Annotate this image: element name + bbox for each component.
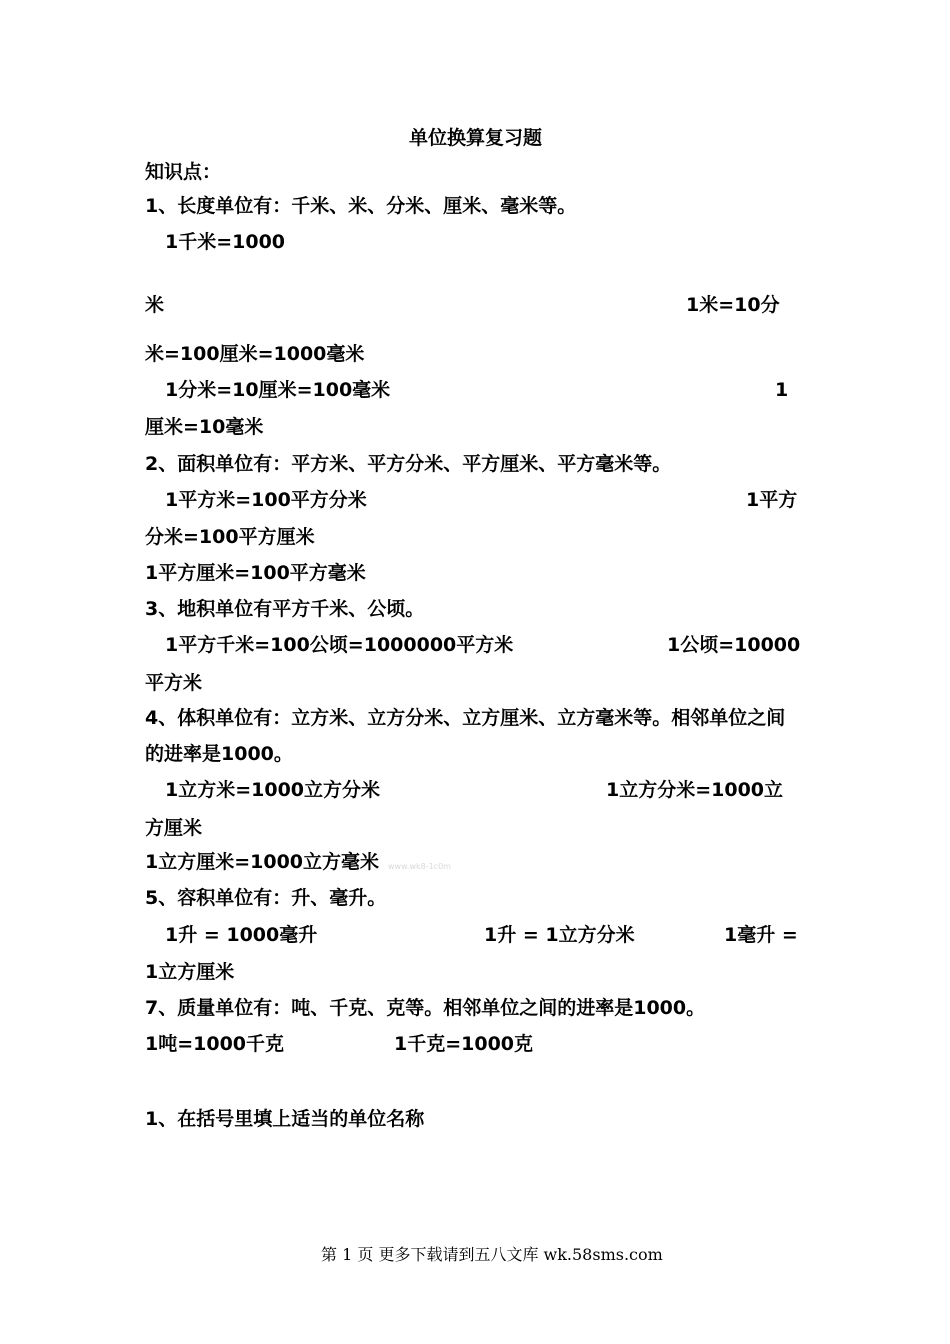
area-formula-dm2-cont: 分米=100平方厘米 [145,526,315,548]
knowledge-heading: 知识点： [145,161,222,183]
watermark-text: www.wk8-1c0m [388,862,451,871]
capacity-formula-ml-cont: 1立方厘米 [145,961,235,983]
practice-question-1: 1、在括号里填上适当的单位名称 [145,1108,425,1130]
volume-units-rate: 的进率是1000。 [145,743,293,765]
volume-units-heading: 4、体积单位有：立方米、立方分米、立方厘米、立方毫米等。相邻单位之间 [145,707,786,729]
length-formula-cm-cont: 厘米=10毫米 [145,416,264,438]
length-units-heading: 1、长度单位有：千米、米、分米、厘米、毫米等。 [145,195,577,217]
capacity-units-heading: 5、容积单位有：升、毫升。 [145,887,387,909]
area-formula-cm2: 1平方厘米=100平方毫米 [145,562,366,584]
document-title: 单位换算复习题 [409,127,543,149]
volume-formula-dm3-cont: 方厘米 [145,817,203,839]
volume-formula-dm3: 1立方分米=1000立 [606,779,784,801]
capacity-formula-l: 1升 = 1000毫升 [165,924,318,946]
area-formula-m2: 1平方米=100平方分米 [165,489,367,511]
page-footer: 第 1 页 更多下载请到五八文库 wk.58sms.com [321,1245,663,1264]
volume-formula-cm3: 1立方厘米=1000立方毫米 [145,851,380,873]
land-formula-km2: 1平方千米=100公顷=1000000平方米 [165,634,514,656]
area-units-heading: 2、面积单位有：平方米、平方分米、平方厘米、平方毫米等。 [145,453,672,475]
area-formula-dm2: 1平方 [746,489,798,511]
mass-formula-kg: 1千克=1000克 [394,1033,534,1055]
mass-formula-ton: 1吨=1000千克 [145,1033,285,1055]
mass-units-heading: 7、质量单位有：吨、千克、克等。相邻单位之间的进率是1000。 [145,997,706,1019]
land-formula-hectare: 1公顷=10000 [667,634,801,656]
length-formula-m: 1米=10分 [686,294,780,316]
length-formula-m-cont: 米=100厘米=1000毫米 [145,343,365,365]
capacity-formula-l-dm3: 1升 = 1立方分米 [484,924,635,946]
length-formula-dm: 1分米=10厘米=100毫米 [165,379,391,401]
volume-formula-m3: 1立方米=1000立方分米 [165,779,381,801]
length-formula-km: 1千米=1000 [165,231,286,253]
land-formula-hectare-cont: 平方米 [145,672,203,694]
land-units-heading: 3、地积单位有平方千米、公顷。 [145,598,425,620]
length-formula-cm: 1 [775,379,789,401]
length-formula-km-cont: 米 [145,294,165,316]
capacity-formula-ml: 1毫升 = [724,924,798,946]
